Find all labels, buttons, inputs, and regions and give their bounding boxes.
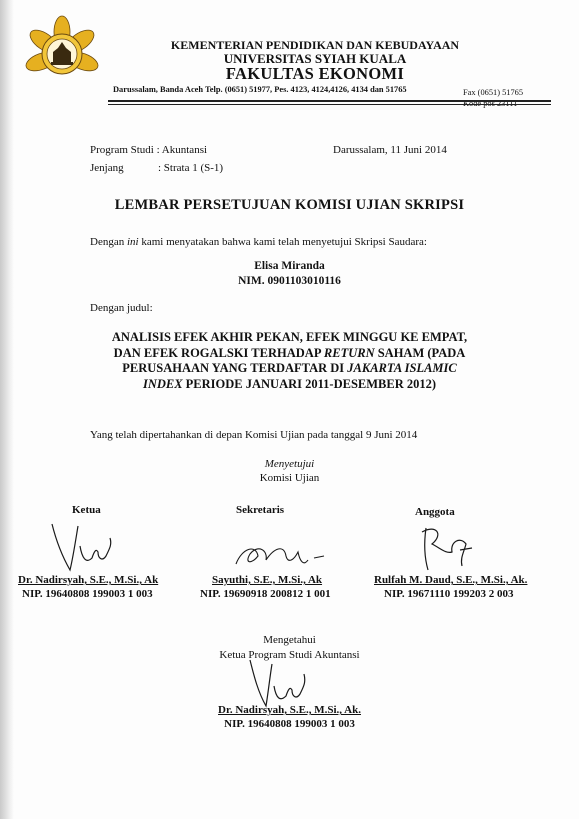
- role-anggota: Anggota: [415, 506, 455, 518]
- nip-anggota: NIP. 19671110 199203 2 003: [384, 588, 514, 600]
- ack-word: Mengetahui: [263, 634, 316, 646]
- name-anggota: Rulfah M. Daud, S.E., M.Si., Ak.: [374, 574, 528, 586]
- thesis-title-return: RETURN: [323, 345, 375, 360]
- committee-label: Komisi Ujian: [259, 472, 320, 484]
- ack-name: Dr. Nadirsyah, S.E., M.Si., Ak.: [218, 704, 361, 716]
- signature-ketua-icon: [40, 518, 130, 574]
- intro-suffix: kami menyatakan bahwa kami telah menyetujui Skripsi Saudara:: [138, 236, 427, 248]
- ack-position: Ketua Program Studi Akuntansi: [219, 649, 360, 661]
- signature-anggota-icon: [410, 522, 490, 578]
- thesis-title-part1: ANALISIS EFEK AKHIR PEKAN, EFEK MINGGU KE EMPAT, DAN EFEK ROGALSKI TERHADAP: [111, 330, 468, 360]
- name-sekretaris: Sayuthi, S.E., M.Si., Ak: [212, 574, 323, 586]
- letterhead-address: Darussalam, Banda Aceh Telp. (0651) 51977, Pes. 4123, 4124,4126, 4134 dan 51765: [113, 85, 407, 94]
- role-sekretaris: Sekretaris: [236, 504, 285, 516]
- student-name: Elisa Miranda: [254, 260, 325, 272]
- jenjang-value: : Strata 1 (S-1): [158, 162, 224, 174]
- letterhead-rule-thin: [108, 104, 551, 105]
- nip-ketua: NIP. 19640808 199003 1 003: [22, 588, 153, 600]
- student-nim: NIM. 0901103010116: [238, 275, 341, 287]
- ack-nip: NIP. 19640808 199003 1 003: [224, 718, 355, 730]
- university-logo-icon: [16, 14, 108, 96]
- program-line: Program Studi : Akuntansi: [90, 144, 208, 156]
- faculty-name: FAKULTAS EKONOMI: [225, 64, 405, 83]
- approve-word: Menyetujui: [264, 458, 315, 470]
- fax-number: Fax (0651) 51765: [463, 88, 524, 97]
- document-title: LEMBAR PERSETUJUAN KOMISI UJIAN SKRIPSI: [114, 197, 465, 213]
- thesis-title-part5: PERIODE JANUARI 2011-DESEMBER 2012): [182, 376, 437, 391]
- name-ketua: Dr. Nadirsyah, S.E., M.Si., Ak: [18, 574, 159, 586]
- intro-ini: ini: [126, 236, 139, 248]
- intro-prefix: Dengan: [90, 236, 127, 248]
- nip-sekretaris: NIP. 19690918 200812 1 001: [200, 588, 331, 600]
- letterhead-rule-thick: [108, 100, 551, 102]
- thesis-title-block: [104, 330, 476, 392]
- judul-label: Dengan judul:: [90, 302, 153, 314]
- ministry-name: KEMENTERIAN PENDIDIKAN DAN KEBUDAYAAN: [170, 38, 460, 52]
- place-date: Darussalam, 11 Juni 2014: [333, 144, 447, 156]
- thesis-title-part3: SAHAM (PADA PERUSAHAAN YANG TERDAFTAR DI: [122, 345, 466, 376]
- intro-statement: [90, 236, 427, 248]
- thesis-title: [0, 330, 579, 392]
- university-name: UNIVERSITAS SYIAH KUALA: [223, 51, 407, 66]
- letterhead-fax: [463, 87, 523, 109]
- defended-statement: Yang telah dipertahankan di depan Komisi Ujian pada tanggal 9 Juni 2014: [90, 429, 418, 441]
- postal-code: Kode pos 23111: [463, 99, 518, 108]
- scan-edge-shadow: [0, 0, 14, 819]
- thesis-title-jii: JAKARTA ISLAMIC INDEX: [142, 361, 457, 391]
- role-ketua: Ketua: [72, 504, 101, 516]
- jenjang-label: Jenjang: [90, 162, 124, 174]
- signature-sekretaris-icon: [228, 530, 338, 576]
